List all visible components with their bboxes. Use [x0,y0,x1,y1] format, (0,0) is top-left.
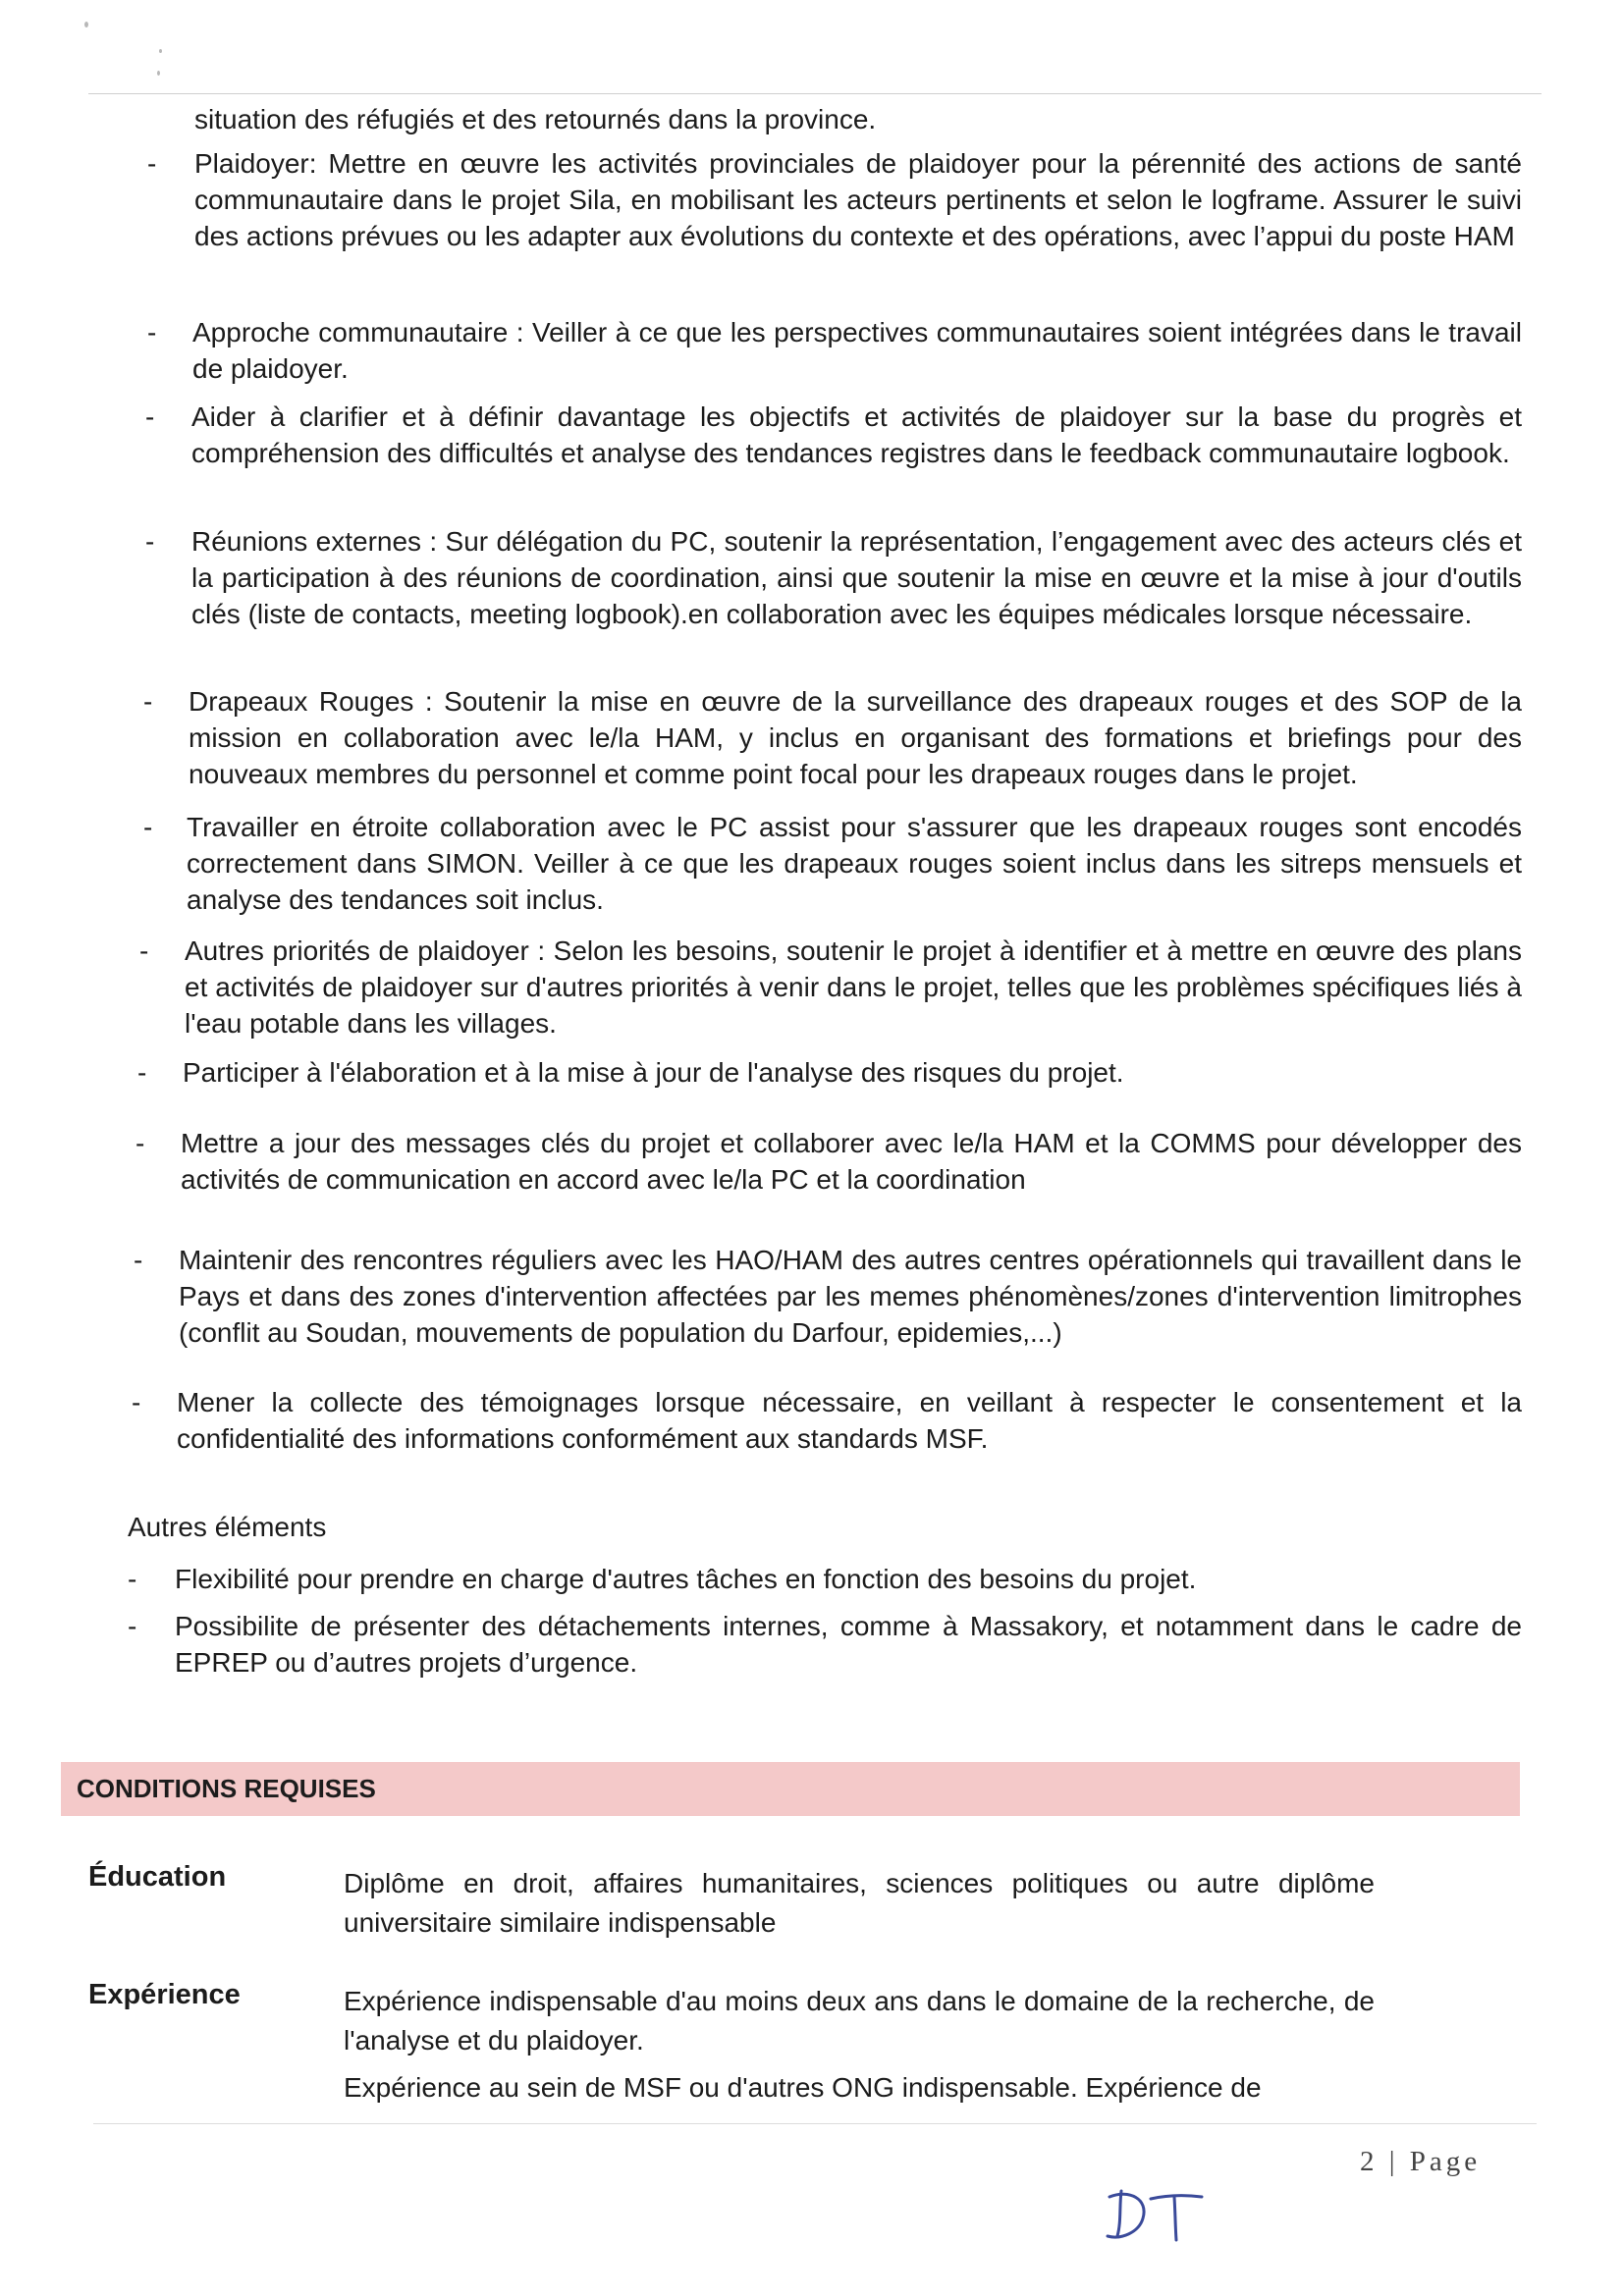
bullet-dash: - [137,1057,147,1088]
list-item: Autres priorités de plaidoyer : Selon les besoins, soutenir le projet à identifier et à mettre en œuvre des plans et activités de plaidoyer sur d'autres priorités à venir dans le projet, telles que les problèmes spécifiques liés à l'eau potable dans les villages. [185,935,1522,1039]
bullet-dash: - [132,1387,141,1417]
conditions-section-header [61,1762,1520,1816]
intro-line: situation des réfugiés et des retournés dans la province. [194,104,877,134]
handwritten-initials [1100,2185,1208,2244]
bullet-dash: - [139,935,149,966]
list-item: Réunions externes : Sur délégation du PC, soutenir la représentation, l’engagement avec des acteurs clés et la participation à des réunions de coordination, ainsi que soutenir la mise en œuvre et la mise à jour d'outils clés (liste de contacts, meeting logbook).en collaboration avec les équipes médicales lorsque nécessaire. [191,526,1522,629]
bullet-dash: - [145,401,155,432]
list-item: Drapeaux Rouges : Soutenir la mise en œuvre de la surveillance des drapeaux rouges et des SOP de la mission en collaboration avec le/la HAM, y inclus en organisant des formations et briefings pour des nouveaux membres du personnel et comme point focal pour les drapeaux rouges dans le projet. [189,686,1522,789]
list-item: Possibilite de présenter des détachements internes, comme à Massakory, et notamment dans le cadre de EPREP ou d’autres projets d’urgence. [175,1611,1522,1678]
bullet-dash: - [134,1245,143,1275]
experience-text: Expérience indispensable d'au moins deux ans dans le domaine de la recherche, de l'analyse et du plaidoyer. [344,1986,1375,2056]
section-title: CONDITIONS REQUISES [77,1774,376,1803]
bullet-dash: - [147,317,157,347]
list-item: Mener la collecte des témoignages lorsque nécessaire, en veillant à respecter le consentement et la confidentialité des informations conformément aux standards MSF. [177,1387,1522,1454]
scan-speck [157,71,160,76]
other-elements-heading: Autres éléments [128,1512,327,1542]
list-item: Participer à l'élaboration et à la mise à jour de l'analyse des risques du projet. [183,1057,1124,1088]
list-item: Maintenir des rencontres réguliers avec les HAO/HAM des autres centres opérationnels qui travaillent dans le Pays et dans des zones d'intervention affectées par les memes phénomènes/zones d'intervention limitrophes (conflit au Soudan, mouvements de population du Darfour, epidemies,...) [179,1245,1522,1348]
bullet-dash: - [128,1611,137,1641]
education-text: Diplôme en droit, affaires humanitaires, sciences politiques ou autre diplôme universitaire similaire indispensable [344,1868,1375,1938]
list-item: Approche communautaire : Veiller à ce que les perspectives communautaires soient intégrées dans le travail de plaidoyer. [192,317,1522,384]
list-item: Flexibilité pour prendre en charge d'autres tâches en fonction des besoins du projet. [175,1564,1197,1594]
bullet-dash: - [147,148,157,179]
list-item: Plaidoyer: Mettre en œuvre les activités provinciales de plaidoyer pour la pérennité des actions de santé communautaire dans le projet Sila, en mobilisant les acteurs pertinents et selon le logframe. Assurer le suivi des actions prévues ou les adapter aux évolutions du contexte et des opérations, avec l’appui du poste HAM [194,148,1522,251]
list-item: Travailler en étroite collaboration avec le PC assist pour s'assurer que les drapeaux rouges sont encodés correctement dans SIMON. Veiller à ce que les drapeaux rouges soient inclus dans les sitreps mensuels et analyse des tendances soit inclus. [187,812,1522,915]
bullet-dash: - [143,812,153,842]
experience-text-2: Expérience au sein de MSF ou d'autres ONG indispensable. Expérience de [344,2072,1262,2103]
page-number: 2 | Page [1360,2146,1482,2177]
list-item: Aider à clarifier et à définir davantage les objectifs et activités de plaidoyer sur la base du progrès et compréhension des difficultés et analyse des tendances registres dans le feedback communautaire logbook. [191,401,1522,468]
footer-rule [93,2123,1537,2124]
bullet-dash: - [135,1128,145,1158]
list-item: Mettre a jour des messages clés du projet et collaborer avec le/la HAM et la COMMS pour développer des activités de communication en accord avec le/la PC et la coordination [181,1128,1522,1195]
education-label: Éducation [88,1861,227,1893]
header-rule [88,93,1542,94]
scan-speck [159,49,162,53]
bullet-dash: - [128,1564,137,1594]
bullet-dash: - [145,526,155,557]
bullet-dash: - [143,686,153,717]
scan-speck [84,22,88,27]
experience-label: Expérience [88,1979,241,2010]
